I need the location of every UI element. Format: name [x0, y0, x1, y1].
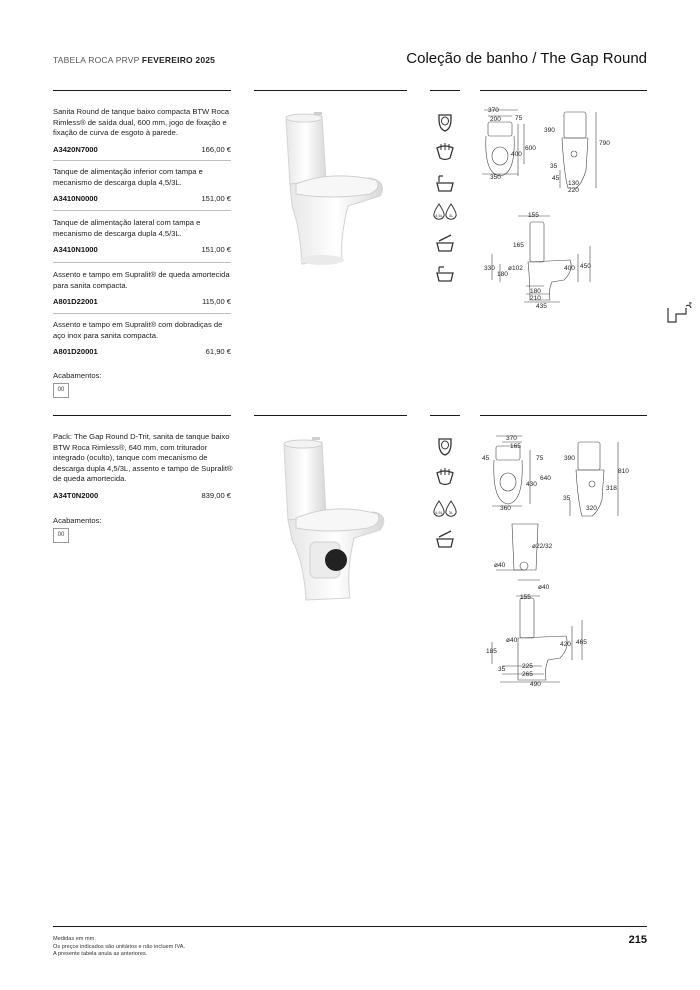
dim-label: 350	[490, 174, 501, 181]
top-view-bowl	[494, 460, 522, 504]
product-price: 61,90 €	[205, 347, 231, 356]
divider	[430, 90, 460, 91]
side-view-tank	[564, 112, 586, 138]
dual-outlet-icon	[430, 168, 460, 198]
product-price: 151,00 €	[201, 194, 231, 203]
product-code-row	[53, 245, 231, 254]
section-view-tank	[520, 598, 534, 638]
dim-label: 370	[488, 107, 499, 114]
dim-label: 45	[482, 455, 490, 462]
product-code-row	[53, 297, 231, 306]
softclose-seat-icon	[430, 228, 460, 258]
footer-notes	[53, 936, 185, 959]
product-description: Assento e tampo em Supralit® de queda amortecida para sanita compacta.	[53, 270, 230, 290]
page-title: Coleção de banho / The Gap Round	[406, 50, 647, 67]
product-description: Assento e tampo em Supralit® com dobradiças de aço inox para sanita compacta.	[53, 320, 223, 340]
divider	[480, 415, 647, 416]
divider	[53, 415, 231, 416]
dim-label: 390	[544, 127, 555, 134]
badge-45-text: 4,5L	[435, 213, 443, 218]
dim-label: 450	[580, 263, 591, 270]
product-code-row	[53, 347, 231, 356]
dim-label: 600	[525, 145, 536, 152]
footer-divider	[53, 926, 647, 927]
macerator-outlet	[325, 549, 347, 571]
dim-label: 185	[486, 648, 497, 655]
product-description: Sanita Round de tanque baixo compacta BTW Roca Rimless® de saída dual, 600 mm, jogo de fixação e fixação de curva de esgoto à parede.	[53, 107, 230, 138]
top-view-hole	[492, 147, 508, 165]
dim-label: ø40	[506, 637, 518, 644]
water-saving-icon	[430, 198, 460, 228]
dim-label: 35	[550, 163, 558, 170]
divider	[53, 160, 231, 161]
product-price: 115,00 €	[202, 297, 231, 306]
divider	[254, 90, 407, 91]
product-price: 166,00 €	[201, 145, 231, 154]
dim-label: ø40	[538, 584, 550, 591]
product-code: A801D22001	[53, 297, 98, 306]
side-view-tank	[578, 442, 600, 470]
dim-label: 180	[530, 288, 541, 295]
dim-label: 225	[522, 663, 533, 670]
dim-label: 430	[526, 481, 537, 488]
dim-label: 45	[552, 175, 560, 182]
dim-label: 210	[530, 295, 541, 302]
product-description: Tanque de alimentação lateral com tampa e mecanismo de descarga dupla 4,5/3L.	[53, 218, 201, 238]
dim-label: 370	[506, 435, 517, 442]
dim-label: 420	[560, 641, 571, 648]
product-price: 839,00 €	[201, 491, 231, 500]
toilet-section-tab-icon	[664, 302, 694, 328]
page-number: 215	[628, 934, 647, 946]
dim-label: 330	[484, 265, 495, 272]
toilet-photo	[270, 108, 400, 273]
dim-label: 435	[536, 303, 547, 310]
dim-label: 155	[528, 212, 539, 219]
divider	[53, 210, 231, 211]
dim-label: 465	[576, 639, 587, 646]
header-catalog-label	[53, 55, 215, 65]
dim-label: 200	[490, 116, 501, 123]
rimless-flush-icon	[430, 462, 460, 492]
top-view-tank	[488, 122, 512, 136]
divider	[53, 90, 231, 91]
dim-label: 220	[568, 187, 579, 194]
top-view-bowl	[486, 136, 514, 176]
catalog-prefix: TABELA ROCA PRVP	[53, 55, 142, 65]
divider	[430, 415, 460, 416]
product-code: A3410N0000	[53, 194, 98, 203]
footer-note: Os preços indicados são unitários e não incluem IVA.	[53, 943, 186, 950]
technical-drawing	[478, 104, 648, 314]
divider	[53, 313, 231, 314]
dim-label: 165	[510, 443, 521, 450]
dim-label: 490	[530, 681, 541, 688]
badge-45-text: 4,5L	[435, 510, 443, 515]
finishes-label: Acabamentos:	[53, 516, 102, 525]
dim-label: 155	[520, 594, 531, 601]
product-description: Pack: The Gap Round D-Trit, sanita de tanque baixo BTW Roca Rimless®, 640 mm, com triturador integrado (oculto), tanque com mecanismo de descarga dupla 4,5/3L, assento e tampo de Supralit® de queda amortecida.	[53, 432, 233, 484]
divider	[254, 415, 407, 416]
dim-label: ø22/32	[532, 543, 553, 550]
badge-3-text: 3L	[448, 213, 454, 218]
badge-3-text: 3L	[448, 510, 454, 515]
dim-label: 400	[564, 265, 575, 272]
product-code-row	[53, 145, 231, 154]
footer-note: Medidas em mm.	[53, 936, 96, 942]
dim-label: 360	[500, 505, 511, 512]
water-saving-icon	[430, 495, 460, 525]
dim-label: 640	[540, 475, 551, 482]
product-code: A3420N7000	[53, 145, 98, 154]
section-view-tank	[530, 222, 544, 262]
softclose-seat-icon	[430, 524, 460, 554]
dim-label: 390	[564, 455, 575, 462]
finishes-label: Acabamentos:	[53, 371, 102, 380]
dim-label: 130	[568, 180, 579, 187]
product-code: A3410N1000	[53, 245, 98, 254]
dim-label: 35	[498, 666, 506, 673]
dim-label: ø102	[508, 265, 523, 272]
dim-label: 75	[515, 115, 523, 122]
wall-toilet-icon	[430, 108, 460, 138]
dim-label: 75	[536, 455, 544, 462]
catalog-period: FEVEREIRO 2025	[141, 55, 216, 65]
technical-drawing	[478, 430, 648, 690]
product-price: 151,00 €	[201, 245, 231, 254]
footer-note: A presente tabela anula as anteriores.	[53, 951, 148, 957]
dim-label: ø40	[494, 562, 506, 569]
compact-seat-icon	[430, 258, 460, 288]
dim-label: 318	[606, 485, 617, 492]
divider	[480, 90, 647, 91]
product-code: A801D20001	[53, 347, 98, 356]
dim-label: 790	[599, 140, 610, 147]
rimless-flush-icon	[430, 137, 460, 167]
dim-label: 265	[522, 671, 533, 678]
dim-label: 165	[513, 242, 524, 249]
toilet-with-macerator-photo	[270, 432, 400, 602]
finish-swatch: 00	[53, 383, 69, 398]
dim-label: 35	[563, 495, 571, 502]
wall-toilet-icon	[430, 432, 460, 462]
dim-label: 400	[511, 151, 522, 158]
dim-label: 320	[586, 505, 597, 512]
product-code: A34T0N2000	[53, 491, 99, 500]
dim-label: 810	[618, 468, 629, 475]
product-code-row	[53, 194, 231, 203]
divider	[53, 262, 231, 263]
finish-swatch: 00	[53, 528, 69, 543]
dim-label: 180	[497, 271, 508, 278]
product-description: Tanque de alimentação inferior com tampa e mecanismo de descarga dupla 4,5/3L.	[53, 167, 203, 187]
product-code-row	[53, 491, 231, 500]
